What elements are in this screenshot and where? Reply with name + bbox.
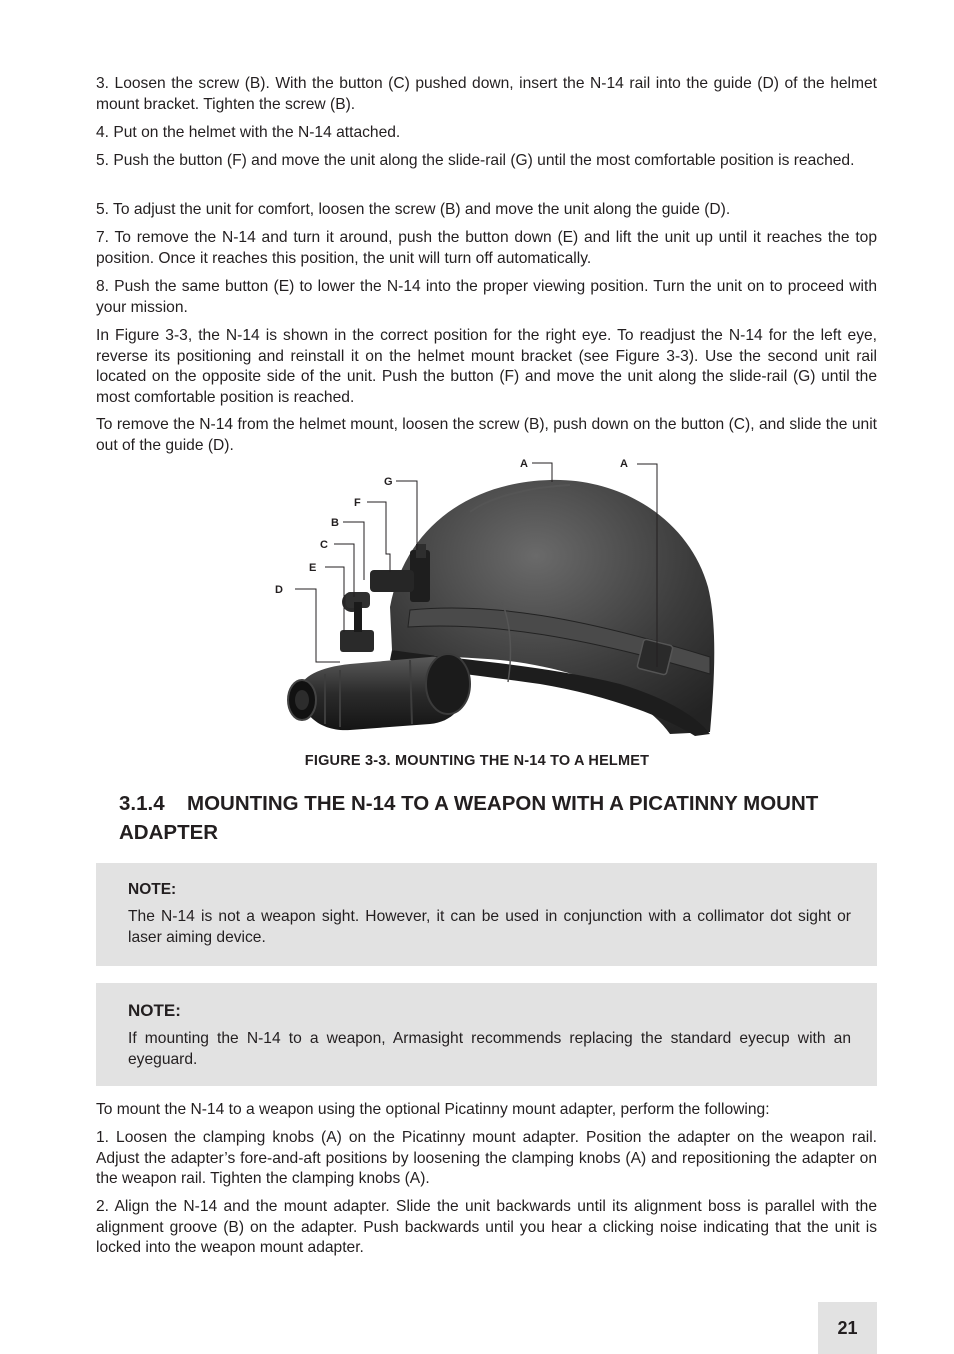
step-8-paragraph: 8. Push the same button (E) to lower the N-14 into the proper viewing position. Turn the unit on to proceed with your mission.	[96, 278, 877, 316]
section-title: MOUNTING THE N-14 TO A WEAPON WITH A PICATINNY MOUNT ADAPTER	[119, 792, 819, 844]
callout-g: G	[384, 476, 393, 488]
page-number: 21	[818, 1302, 877, 1354]
step-3-paragraph: 3. Loosen the screw (B). With the button (C) pushed down, insert the N-14 rail into the guide (D) of the helmet mount bracket. Tighten the screw (B).	[96, 75, 877, 113]
note-text: If mounting the N-14 to a weapon, Armasight recommends replacing the standard eyecup with an eyeguard.	[128, 1030, 851, 1068]
callout-c: C	[320, 539, 328, 551]
callout-a-right: A	[620, 458, 628, 470]
section-heading	[119, 790, 859, 847]
guide-block	[340, 630, 374, 652]
helmet-illustration	[240, 452, 720, 742]
section-number: 3.1.4	[119, 792, 165, 815]
step-5b-paragraph: 5. To adjust the unit for comfort, loosen the screw (B) and move the unit along the guide (D).	[96, 201, 731, 218]
mount-intro-paragraph: To mount the N-14 to a weapon using the optional Picatinny mount adapter, perform the following:	[96, 1101, 770, 1118]
callout-a-left: A	[520, 458, 528, 470]
step-4-paragraph: 4. Put on the helmet with the N-14 attached.	[96, 124, 401, 141]
remove-paragraph: To remove the N-14 from the helmet mount, loosen the screw (B), push down on the button (C), and slide the unit out of the guide (D).	[96, 416, 877, 454]
note-label: NOTE:	[128, 881, 177, 898]
mount-step-1-paragraph: 1. Loosen the clamping knobs (A) on the Picatinny mount adapter. Position the adapter on the weapon rail. Adjust the adapter’s fore-and-aft positions by loosening the clamping knobs (A) and repositioning the adapter on the weapon rail. Tighten the clamping knobs (A).	[96, 1129, 877, 1187]
callout-d: D	[275, 584, 283, 596]
mount-step-2-paragraph: 2. Align the N-14 and the mount adapter. Slide the unit backwards until its alignment boss is parallel with the alignment groove (B) on the adapter. Push backwards until you hear a clicking noise indicating that the unit is locked into the weapon mount adapter.	[96, 1198, 877, 1256]
figure-caption: FIGURE 3-3. MOUNTING THE N-14 TO A HELMET	[304, 753, 650, 769]
callout-b: B	[331, 517, 339, 529]
callout-f: F	[354, 497, 361, 509]
note-label: NOTE:	[128, 1001, 181, 1020]
callout-e: E	[309, 562, 317, 574]
helmet-figure	[240, 452, 720, 742]
note-box-1	[96, 863, 877, 966]
note-box-2	[96, 983, 877, 1086]
step-5-paragraph: 5. Push the button (F) and move the unit along the slide-rail (G) until the most comfortable position is reached.	[96, 152, 855, 169]
note-text: The N-14 is not a weapon sight. However, it can be used in conjunction with a collimator dot sight or laser aiming device.	[128, 908, 851, 946]
eyecup	[426, 654, 470, 714]
left-eye-paragraph: In Figure 3-3, the N-14 is shown in the correct position for the right eye. To readjust the N-14 for the left eye, reverse its positioning and reinstall it on the helmet mount bracket (see Figure 3-3). Use the second unit rail located on the opposite side of the unit. Push the button (F) and move the unit along the slide-rail (G) until the most comfortable position is reached.	[96, 327, 877, 406]
step-7-paragraph: 7. To remove the N-14 and turn it around, push the button down (E) and lift the unit up until it reaches the top position. Once it reaches this position, the unit will turn off automatically.	[96, 229, 877, 267]
